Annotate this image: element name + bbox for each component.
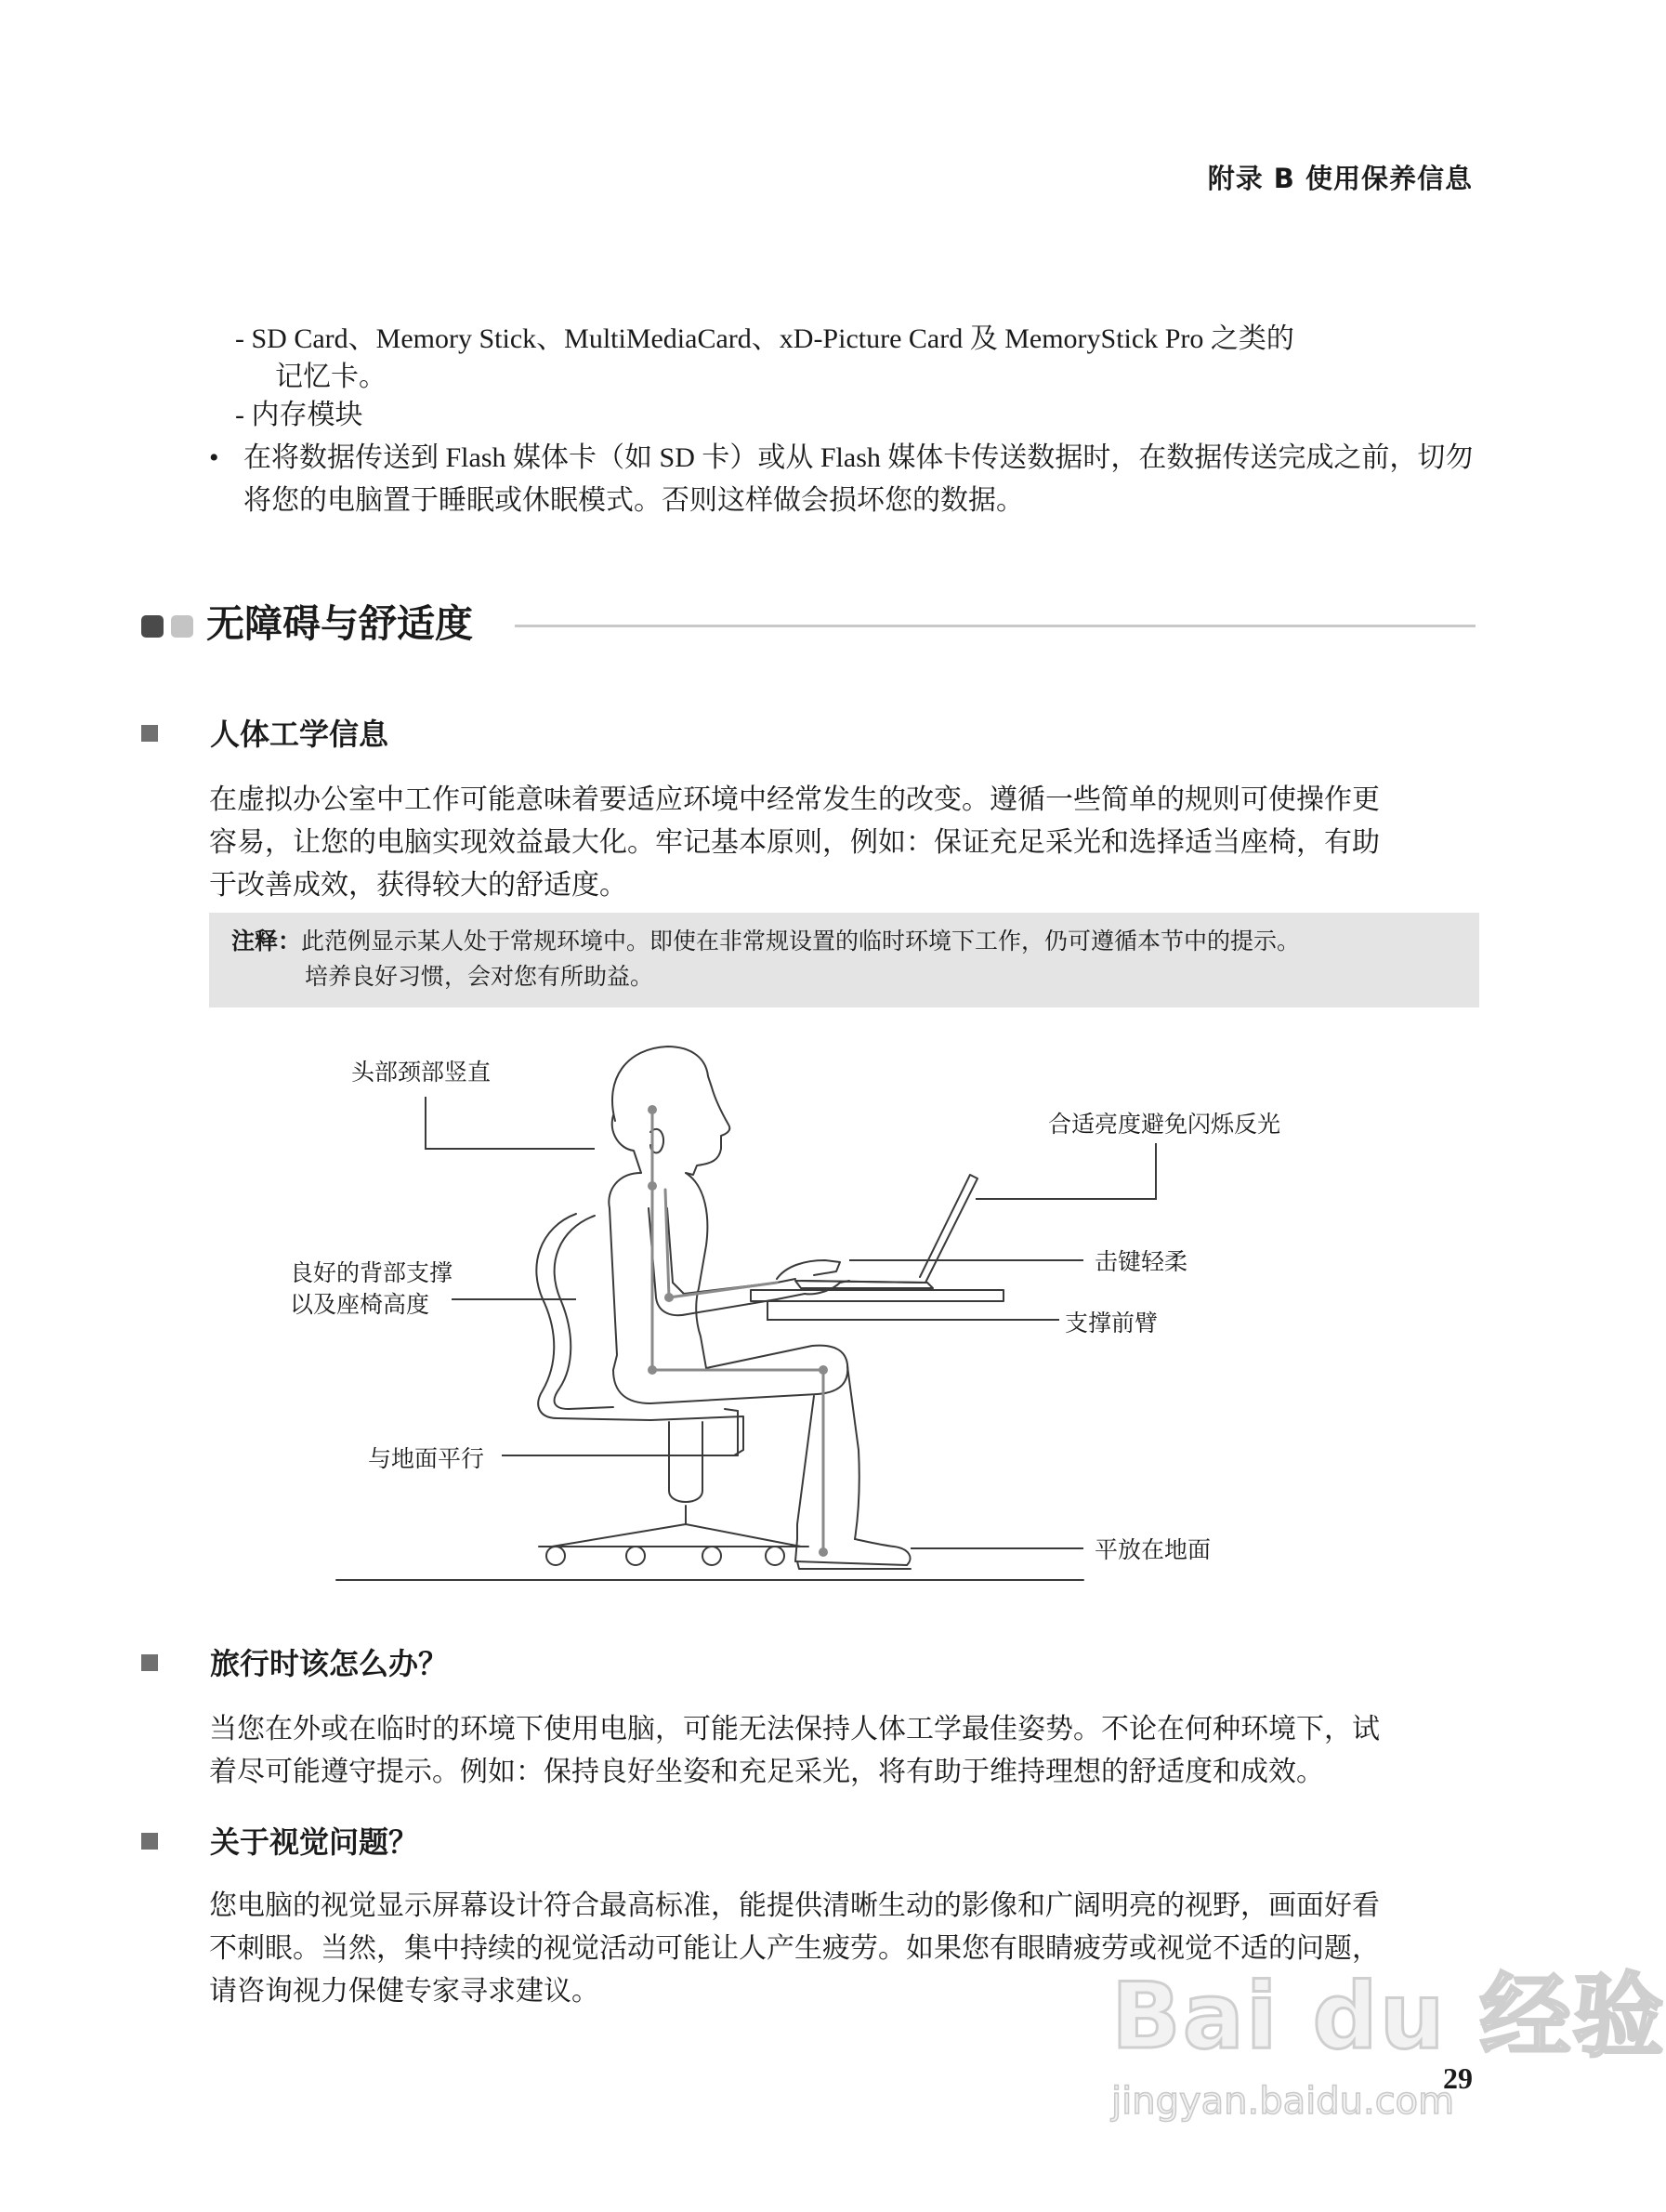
list-item-memory-cards: - SD Card、Memory Stick、MultiMediaCard、xD-Picture Card 及 MemoryStick Pro 之类的 (235, 323, 1294, 354)
posture-joint (819, 1365, 828, 1375)
section-title: 无障碍与舒适度 (206, 601, 473, 646)
person-arm-inner (667, 1208, 795, 1294)
subheading-vision-text: 关于视觉问题？ (210, 1824, 419, 1860)
subheading-travel-text: 旅行时该怎么办？ (210, 1646, 449, 1681)
figure-label-forearm: 支撑前臂 (1065, 1311, 1159, 1336)
note-text-1: 此范例显示某人处于常规环境中。即使在非常规设置的临时环境下工作，仍可遵循本节中的提示。 (301, 929, 1301, 955)
subheading-travel (141, 1643, 977, 1684)
laptop-base (795, 1281, 933, 1288)
travel-paragraph (209, 1708, 1477, 1794)
paragraph-line: 当您在外或在临时的环境下使用电脑，可能无法保持人体工学最佳姿势。不论在何种环境下，试 (209, 1714, 1380, 1745)
posture-joint (819, 1547, 828, 1557)
list-item-memory-module: - 内存模块 (235, 400, 363, 430)
person-shoe (795, 1539, 911, 1565)
watermark-url: jingyan.baidu.com (1111, 2080, 1455, 2123)
figure-label-back-2: 以及座椅高度 (290, 1293, 430, 1318)
figure-label-back-1: 良好的背部支撑 (290, 1261, 453, 1286)
running-header: 附录 B 使用保养信息 (1207, 163, 1473, 194)
leader-forearm (767, 1310, 1059, 1320)
paragraph-line: 请咨询视力保健专家寻求建议。 (209, 1976, 599, 2007)
desk-surface (751, 1290, 1004, 1301)
leader-head (426, 1097, 595, 1149)
posture-joint (648, 1365, 657, 1375)
paragraph-line: 您电脑的视觉显示屏幕设计符合最高标准，能提供清晰生动的影像和广阔明亮的视野，画面好看 (209, 1890, 1380, 1921)
figure-label-feet: 平放在地面 (1095, 1538, 1212, 1563)
watermark-logo: Bai du 经验 (1111, 1964, 1666, 2070)
chair-base (552, 1524, 801, 1547)
bullet-item-flash-warning: 在将数据传送到 Flash 媒体卡（如 SD 卡）或从 Flash 媒体卡传送数据时，在数据传送完成之前，切勿 (243, 442, 1474, 473)
square-bullet-icon (141, 1654, 158, 1671)
person-hand (777, 1260, 840, 1279)
person-back (609, 1173, 641, 1370)
chair-wheel (546, 1547, 565, 1565)
person-shin-back (797, 1396, 814, 1539)
person-thigh (613, 1346, 847, 1403)
subheading-ergonomics-text: 人体工学信息 (210, 717, 389, 752)
paragraph-line: 在虚拟办公室中工作可能意味着要适应环境中经常发生的改变。遵循一些简单的规则可使操作更 (209, 784, 1380, 815)
person-front (686, 1173, 707, 1368)
posture-line-upper-arm (665, 1190, 669, 1297)
chair-wheel (702, 1547, 721, 1565)
square-bullet-icon (141, 1833, 158, 1850)
subheading-vision (141, 1822, 977, 1863)
chair-post (669, 1422, 702, 1502)
paragraph-line: 不刺眼。当然，集中持续的视觉活动可能让人产生疲劳。如果您有眼睛疲劳或视觉不适的问题， (209, 1933, 1380, 1964)
figure-label-keys: 击键轻柔 (1095, 1250, 1188, 1275)
person-neck-back (612, 1115, 641, 1173)
laptop-screen (801, 1175, 977, 1283)
chair-seat-side (650, 1416, 743, 1455)
list-item-memory-cards-cont: 记忆卡。 (275, 362, 387, 392)
chair-wheel (626, 1547, 645, 1565)
chair-back (555, 1216, 613, 1409)
paragraph-line: 于改善成效，获得较大的舒适度。 (209, 870, 627, 901)
person-head (612, 1047, 729, 1175)
paragraph-line: 容易，让您的电脑实现效益最大化。牢记基本原则，例如：保证充足采光和选择适当座椅，有助 (209, 827, 1380, 858)
chair-wheel (766, 1547, 784, 1565)
bullet-symbol: • (209, 442, 219, 473)
posture-joint (664, 1293, 674, 1302)
figure-label-head: 头部颈部竖直 (351, 1060, 492, 1086)
note-label: 注释： (231, 928, 302, 955)
figure-label-screen: 合适亮度避免闪烁反光 (1048, 1113, 1281, 1138)
note-text-2: 培养良好习惯，会对您有所助益。 (305, 965, 654, 990)
figure-label-thigh: 与地面平行 (368, 1447, 485, 1472)
leader-screen (976, 1143, 1156, 1199)
bullet-item-flash-warning-cont: 将您的电脑置于睡眠或休眠模式。否则这样做会损坏您的数据。 (243, 485, 1024, 516)
posture-joint (648, 1105, 657, 1114)
paragraph-line: 着尽可能遵守提示。例如：保持良好坐姿和充足采光，将有助于维持理想的舒适度和成效。 (209, 1757, 1324, 1787)
person-shin-front (847, 1366, 859, 1539)
page-number: 29 (1443, 2061, 1473, 2095)
posture-joint (648, 1181, 657, 1191)
chair-back-outer (536, 1214, 650, 1420)
